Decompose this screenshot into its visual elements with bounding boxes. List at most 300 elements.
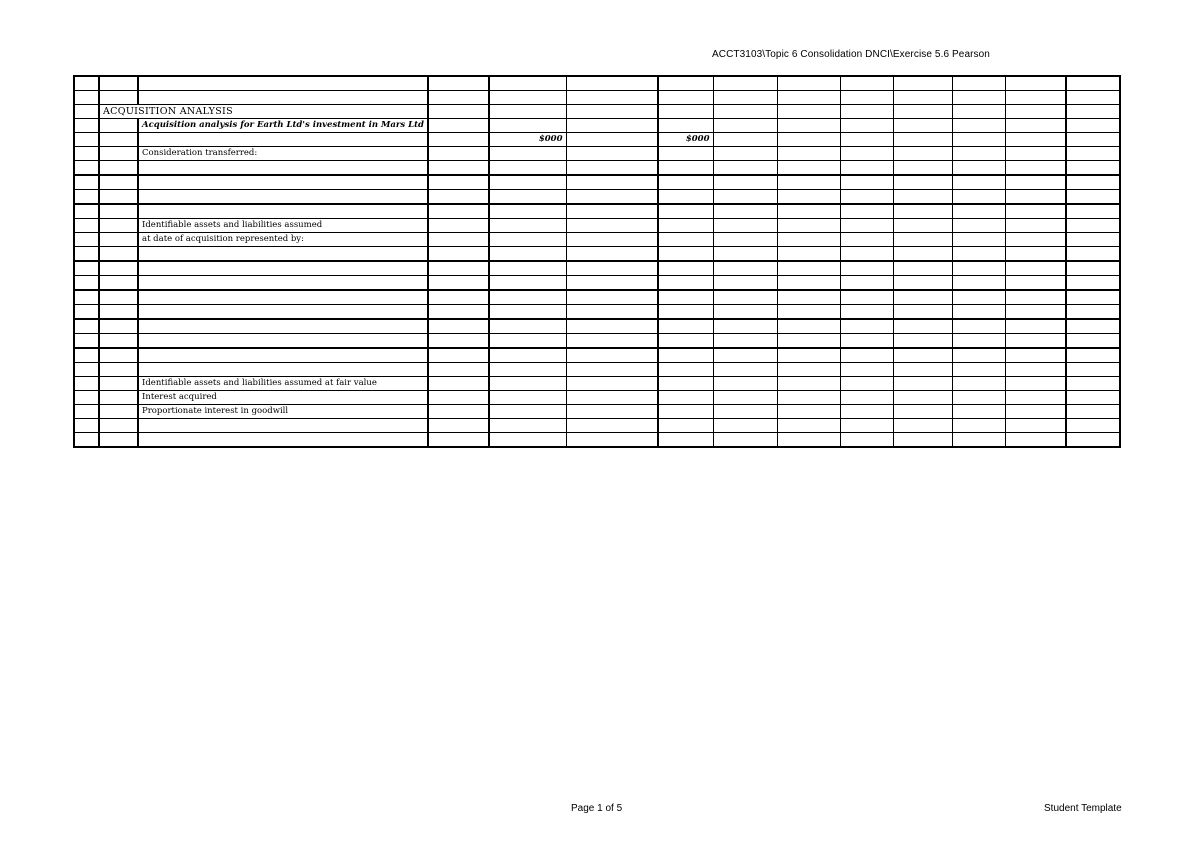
- worksheet-cell: [138, 175, 428, 190]
- worksheet-cell: [840, 91, 893, 105]
- worksheet-cell: [1005, 290, 1066, 305]
- identifiable-assets-label: Identifiable assets and liabilities assumed: [138, 219, 428, 233]
- worksheet-cell: [658, 76, 713, 91]
- worksheet-cell: [1066, 247, 1120, 262]
- worksheet-cell: [74, 105, 99, 119]
- worksheet-cell: [893, 319, 952, 334]
- worksheet-cell: [99, 147, 138, 161]
- worksheet-cell: [1066, 119, 1120, 133]
- acquisition-date-label: at date of acquisition represented by:: [138, 233, 428, 247]
- worksheet-cell: [713, 319, 777, 334]
- worksheet-row: [74, 363, 1120, 377]
- worksheet-cell: [1066, 276, 1120, 291]
- worksheet-cell: [489, 419, 566, 433]
- worksheet-row: [74, 119, 1120, 133]
- worksheet-cell: [99, 405, 138, 419]
- worksheet-cell: [138, 433, 428, 448]
- worksheet-cell: [74, 204, 99, 219]
- worksheet-cell: [893, 119, 952, 133]
- worksheet-cell: [489, 161, 566, 176]
- worksheet-cell: [1005, 319, 1066, 334]
- worksheet-cell: [1066, 348, 1120, 363]
- worksheet-cell: [713, 133, 777, 147]
- worksheet-cell: [658, 161, 713, 176]
- consideration-label: Consideration transferred:: [138, 147, 428, 161]
- worksheet-cell: [566, 276, 658, 291]
- worksheet-cell: [952, 276, 1005, 291]
- worksheet-cell: [428, 276, 489, 291]
- section-title: ACQUISITION ANALYSIS: [99, 105, 428, 119]
- worksheet-cell: [893, 377, 952, 391]
- worksheet-cell: [840, 419, 893, 433]
- worksheet-cell: [658, 419, 713, 433]
- worksheet-cell: [777, 105, 840, 119]
- worksheet-cell: [1005, 433, 1066, 448]
- worksheet-row: [74, 219, 1120, 233]
- worksheet-cell: [952, 261, 1005, 276]
- worksheet-cell: [893, 261, 952, 276]
- worksheet-cell: [893, 433, 952, 448]
- worksheet-cell: [138, 276, 428, 291]
- worksheet-cell: [893, 133, 952, 147]
- worksheet-row: [74, 348, 1120, 363]
- worksheet-cell: [1005, 419, 1066, 433]
- worksheet-cell: [658, 204, 713, 219]
- worksheet-cell: [138, 305, 428, 320]
- worksheet-cell: [428, 261, 489, 276]
- worksheet-cell: [1066, 105, 1120, 119]
- worksheet-cell: [74, 290, 99, 305]
- worksheet-cell: [777, 91, 840, 105]
- worksheet-cell: [74, 319, 99, 334]
- worksheet-cell: [428, 76, 489, 91]
- worksheet-cell: [99, 319, 138, 334]
- worksheet-row: [74, 261, 1120, 276]
- template-label: Student Template: [1044, 803, 1122, 814]
- worksheet-cell: [713, 405, 777, 419]
- worksheet-cell: [658, 363, 713, 377]
- worksheet-cell: [489, 363, 566, 377]
- worksheet-cell: [74, 175, 99, 190]
- worksheet-cell: [428, 204, 489, 219]
- worksheet-cell: [952, 147, 1005, 161]
- worksheet-cell: [74, 276, 99, 291]
- worksheet-cell: [893, 419, 952, 433]
- worksheet-cell: [566, 233, 658, 247]
- document-header-path: ACCT3103\Topic 6 Consolidation DNCI\Exercise 5.6 Pearson: [712, 49, 990, 60]
- worksheet-cell: [566, 377, 658, 391]
- worksheet-cell: [74, 133, 99, 147]
- worksheet-cell: [566, 334, 658, 349]
- worksheet-cell: [74, 305, 99, 320]
- worksheet-row: [74, 247, 1120, 262]
- worksheet-cell: [74, 147, 99, 161]
- worksheet-cell: [489, 319, 566, 334]
- worksheet-cell: [893, 161, 952, 176]
- worksheet-cell: [1005, 91, 1066, 105]
- worksheet-cell: [99, 305, 138, 320]
- worksheet-cell: [1005, 133, 1066, 147]
- worksheet-cell: [952, 219, 1005, 233]
- worksheet-cell: [658, 219, 713, 233]
- worksheet-cell: [99, 377, 138, 391]
- worksheet-cell: [713, 348, 777, 363]
- worksheet-cell: [74, 219, 99, 233]
- worksheet-cell: [952, 433, 1005, 448]
- worksheet-cell: [777, 219, 840, 233]
- worksheet-cell: [1005, 334, 1066, 349]
- worksheet-cell: [138, 363, 428, 377]
- worksheet-cell: [74, 348, 99, 363]
- fair-value-label: Identifiable assets and liabilities assumed at fair value: [138, 377, 428, 391]
- worksheet-row: [74, 161, 1120, 176]
- worksheet-cell: [893, 105, 952, 119]
- worksheet-cell: [713, 119, 777, 133]
- worksheet-cell: [658, 334, 713, 349]
- worksheet-cell: [658, 305, 713, 320]
- worksheet-cell: [566, 405, 658, 419]
- worksheet-cell: [428, 233, 489, 247]
- worksheet-cell: [428, 419, 489, 433]
- worksheet-cell: [1066, 391, 1120, 405]
- worksheet-cell: [713, 147, 777, 161]
- worksheet-cell: [428, 334, 489, 349]
- worksheet-cell: [138, 419, 428, 433]
- worksheet-cell: [952, 133, 1005, 147]
- worksheet-cell: [1005, 391, 1066, 405]
- worksheet-cell: [840, 276, 893, 291]
- worksheet-cell: [1066, 204, 1120, 219]
- worksheet-cell: [840, 305, 893, 320]
- worksheet-cell: [1066, 133, 1120, 147]
- worksheet-cell: [1066, 334, 1120, 349]
- worksheet-cell: [428, 290, 489, 305]
- worksheet-cell: [658, 119, 713, 133]
- worksheet-cell: [1005, 305, 1066, 320]
- worksheet-cell: [428, 247, 489, 262]
- worksheet-cell: [777, 204, 840, 219]
- worksheet-cell: [893, 363, 952, 377]
- worksheet-cell: [658, 348, 713, 363]
- worksheet-row: [74, 391, 1120, 405]
- worksheet-cell: [566, 433, 658, 448]
- worksheet-cell: [428, 348, 489, 363]
- worksheet-cell: [566, 247, 658, 262]
- worksheet-cell: [713, 204, 777, 219]
- worksheet-cell: [1005, 405, 1066, 419]
- worksheet-cell: [74, 377, 99, 391]
- worksheet-cell: [1066, 233, 1120, 247]
- currency-header-2: $000: [658, 133, 713, 147]
- worksheet-cell: [1066, 219, 1120, 233]
- worksheet-cell: [99, 290, 138, 305]
- worksheet-cell: [713, 433, 777, 448]
- worksheet-cell: [138, 133, 428, 147]
- worksheet-cell: [893, 290, 952, 305]
- worksheet-cell: [428, 190, 489, 205]
- worksheet-cell: [658, 105, 713, 119]
- worksheet-cell: [138, 290, 428, 305]
- worksheet-cell: [428, 405, 489, 419]
- worksheet-cell: [1066, 91, 1120, 105]
- worksheet-cell: [138, 261, 428, 276]
- worksheet-cell: [74, 261, 99, 276]
- worksheet-cell: [777, 119, 840, 133]
- worksheet-cell: [566, 319, 658, 334]
- worksheet-cell: [566, 204, 658, 219]
- worksheet-cell: [952, 405, 1005, 419]
- acquisition-analysis-worksheet: [73, 75, 1121, 448]
- worksheet-cell: [428, 433, 489, 448]
- worksheet-cell: [893, 334, 952, 349]
- worksheet-cell: [840, 233, 893, 247]
- worksheet-cell: [840, 219, 893, 233]
- worksheet-cell: [952, 391, 1005, 405]
- worksheet-cell: [138, 76, 428, 91]
- worksheet-cell: [840, 334, 893, 349]
- worksheet-cell: [428, 377, 489, 391]
- worksheet-cell: [713, 247, 777, 262]
- worksheet-cell: [893, 204, 952, 219]
- worksheet-cell: [138, 348, 428, 363]
- worksheet-cell: [952, 290, 1005, 305]
- worksheet-cell: [893, 391, 952, 405]
- worksheet-cell: [713, 105, 777, 119]
- worksheet-cell: [99, 363, 138, 377]
- worksheet-cell: [840, 133, 893, 147]
- worksheet-cell: [1005, 377, 1066, 391]
- worksheet-cell: [777, 348, 840, 363]
- worksheet-cell: [489, 290, 566, 305]
- worksheet-cell: [840, 76, 893, 91]
- worksheet-cell: [658, 276, 713, 291]
- worksheet-cell: [840, 190, 893, 205]
- worksheet-cell: [952, 161, 1005, 176]
- worksheet-cell: [658, 290, 713, 305]
- worksheet-row: [74, 419, 1120, 433]
- worksheet-cell: [489, 105, 566, 119]
- worksheet-row: [74, 175, 1120, 190]
- worksheet-cell: [840, 161, 893, 176]
- worksheet-cell: [952, 319, 1005, 334]
- worksheet-cell: [777, 391, 840, 405]
- worksheet-cell: [428, 133, 489, 147]
- worksheet-cell: [1005, 276, 1066, 291]
- worksheet-cell: [99, 334, 138, 349]
- worksheet-cell: [489, 119, 566, 133]
- worksheet-cell: [777, 405, 840, 419]
- worksheet-cell: [1066, 405, 1120, 419]
- worksheet-cell: [489, 405, 566, 419]
- worksheet-cell: [99, 276, 138, 291]
- worksheet-cell: [952, 334, 1005, 349]
- worksheet-cell: [566, 91, 658, 105]
- worksheet-cell: [1066, 305, 1120, 320]
- worksheet-cell: [840, 405, 893, 419]
- worksheet-cell: [1066, 377, 1120, 391]
- worksheet-cell: [74, 363, 99, 377]
- worksheet-cell: [1005, 190, 1066, 205]
- worksheet-cell: [658, 91, 713, 105]
- worksheet-cell: [840, 261, 893, 276]
- worksheet-cell: [428, 319, 489, 334]
- worksheet-cell: [952, 348, 1005, 363]
- worksheet-cell: [777, 161, 840, 176]
- worksheet-cell: [713, 334, 777, 349]
- worksheet-cell: [428, 391, 489, 405]
- worksheet-cell: [893, 247, 952, 262]
- worksheet-cell: [658, 233, 713, 247]
- worksheet-cell: [489, 91, 566, 105]
- worksheet-cell: [1005, 204, 1066, 219]
- worksheet-cell: [489, 247, 566, 262]
- worksheet-cell: [893, 219, 952, 233]
- worksheet-cell: [74, 76, 99, 91]
- interest-acquired-label: Interest acquired: [138, 391, 428, 405]
- worksheet-cell: [489, 305, 566, 320]
- worksheet-cell: [658, 247, 713, 262]
- worksheet-cell: [74, 190, 99, 205]
- worksheet-row: [74, 91, 1120, 105]
- worksheet-cell: [566, 133, 658, 147]
- worksheet-cell: [840, 363, 893, 377]
- worksheet-cell: [99, 261, 138, 276]
- worksheet-cell: [566, 305, 658, 320]
- worksheet-cell: [99, 391, 138, 405]
- worksheet-cell: [1066, 419, 1120, 433]
- worksheet-cell: [713, 377, 777, 391]
- worksheet-cell: [489, 334, 566, 349]
- worksheet-cell: [952, 204, 1005, 219]
- worksheet-cell: [99, 204, 138, 219]
- worksheet-cell: [713, 91, 777, 105]
- worksheet-cell: [1066, 76, 1120, 91]
- worksheet-cell: [777, 133, 840, 147]
- worksheet-cell: [713, 290, 777, 305]
- worksheet-cell: [1066, 433, 1120, 448]
- worksheet-cell: [840, 348, 893, 363]
- worksheet-cell: [566, 147, 658, 161]
- worksheet-cell: [74, 91, 99, 105]
- worksheet-cell: [893, 91, 952, 105]
- worksheet-cell: [99, 91, 138, 105]
- worksheet-cell: [138, 190, 428, 205]
- worksheet-cell: [777, 233, 840, 247]
- worksheet-cell: [952, 419, 1005, 433]
- worksheet-cell: [489, 348, 566, 363]
- worksheet-cell: [99, 133, 138, 147]
- worksheet-cell: [1005, 219, 1066, 233]
- worksheet-cell: [713, 175, 777, 190]
- worksheet-cell: [566, 219, 658, 233]
- worksheet-cell: [566, 261, 658, 276]
- worksheet-cell: [428, 161, 489, 176]
- worksheet-cell: [428, 175, 489, 190]
- worksheet-cell: [952, 105, 1005, 119]
- worksheet-cell: [566, 105, 658, 119]
- worksheet-cell: [99, 233, 138, 247]
- worksheet-cell: [658, 261, 713, 276]
- worksheet-cell: [893, 175, 952, 190]
- worksheet-cell: [566, 119, 658, 133]
- worksheet-cell: [952, 377, 1005, 391]
- worksheet-cell: [777, 175, 840, 190]
- worksheet-cell: [893, 276, 952, 291]
- worksheet-cell: [893, 76, 952, 91]
- worksheet-cell: [1005, 161, 1066, 176]
- worksheet-cell: [1005, 261, 1066, 276]
- worksheet-cell: [489, 233, 566, 247]
- worksheet-cell: [566, 76, 658, 91]
- worksheet-cell: [1066, 147, 1120, 161]
- worksheet-cell: [952, 305, 1005, 320]
- worksheet-cell: [1005, 363, 1066, 377]
- worksheet-cell: [840, 247, 893, 262]
- worksheet-cell: [893, 405, 952, 419]
- worksheet-cell: [840, 391, 893, 405]
- worksheet-cell: [428, 219, 489, 233]
- worksheet-cell: [777, 247, 840, 262]
- worksheet-cell: [74, 233, 99, 247]
- worksheet-cell: [840, 319, 893, 334]
- worksheet-cell: [893, 348, 952, 363]
- worksheet-cell: [952, 247, 1005, 262]
- worksheet-cell: [952, 76, 1005, 91]
- page-number: Page 1 of 5: [571, 803, 623, 814]
- worksheet-cell: [428, 147, 489, 161]
- worksheet-cell: [1066, 190, 1120, 205]
- worksheet-cell: [566, 391, 658, 405]
- worksheet-cell: [138, 91, 428, 105]
- worksheet-cell: [489, 391, 566, 405]
- worksheet-cell: [777, 319, 840, 334]
- worksheet-cell: [74, 119, 99, 133]
- worksheet-cell: [1005, 348, 1066, 363]
- worksheet-cell: [952, 175, 1005, 190]
- worksheet-cell: [840, 204, 893, 219]
- worksheet-cell: [489, 219, 566, 233]
- worksheet-cell: [138, 247, 428, 262]
- worksheet-cell: [138, 161, 428, 176]
- worksheet-cell: [566, 175, 658, 190]
- worksheet-cell: [840, 290, 893, 305]
- worksheet-cell: [489, 76, 566, 91]
- worksheet-cell: [777, 377, 840, 391]
- worksheet-cell: [713, 233, 777, 247]
- worksheet-row: [74, 190, 1120, 205]
- worksheet-cell: [1066, 161, 1120, 176]
- worksheet-cell: [74, 419, 99, 433]
- worksheet-cell: [713, 419, 777, 433]
- worksheet-cell: [489, 175, 566, 190]
- worksheet-cell: [1066, 319, 1120, 334]
- worksheet-cell: [489, 377, 566, 391]
- worksheet-cell: [952, 190, 1005, 205]
- worksheet-cell: [566, 190, 658, 205]
- worksheet-cell: [840, 377, 893, 391]
- worksheet-cell: [777, 261, 840, 276]
- worksheet-row: [74, 276, 1120, 291]
- worksheet-row: [74, 76, 1120, 91]
- worksheet-cell: [74, 334, 99, 349]
- worksheet-cell: [99, 419, 138, 433]
- worksheet-cell: [952, 363, 1005, 377]
- worksheet-cell: [658, 319, 713, 334]
- worksheet-cell: [74, 433, 99, 448]
- worksheet-cell: [489, 276, 566, 291]
- worksheet-row: [74, 105, 1120, 119]
- worksheet-cell: [658, 190, 713, 205]
